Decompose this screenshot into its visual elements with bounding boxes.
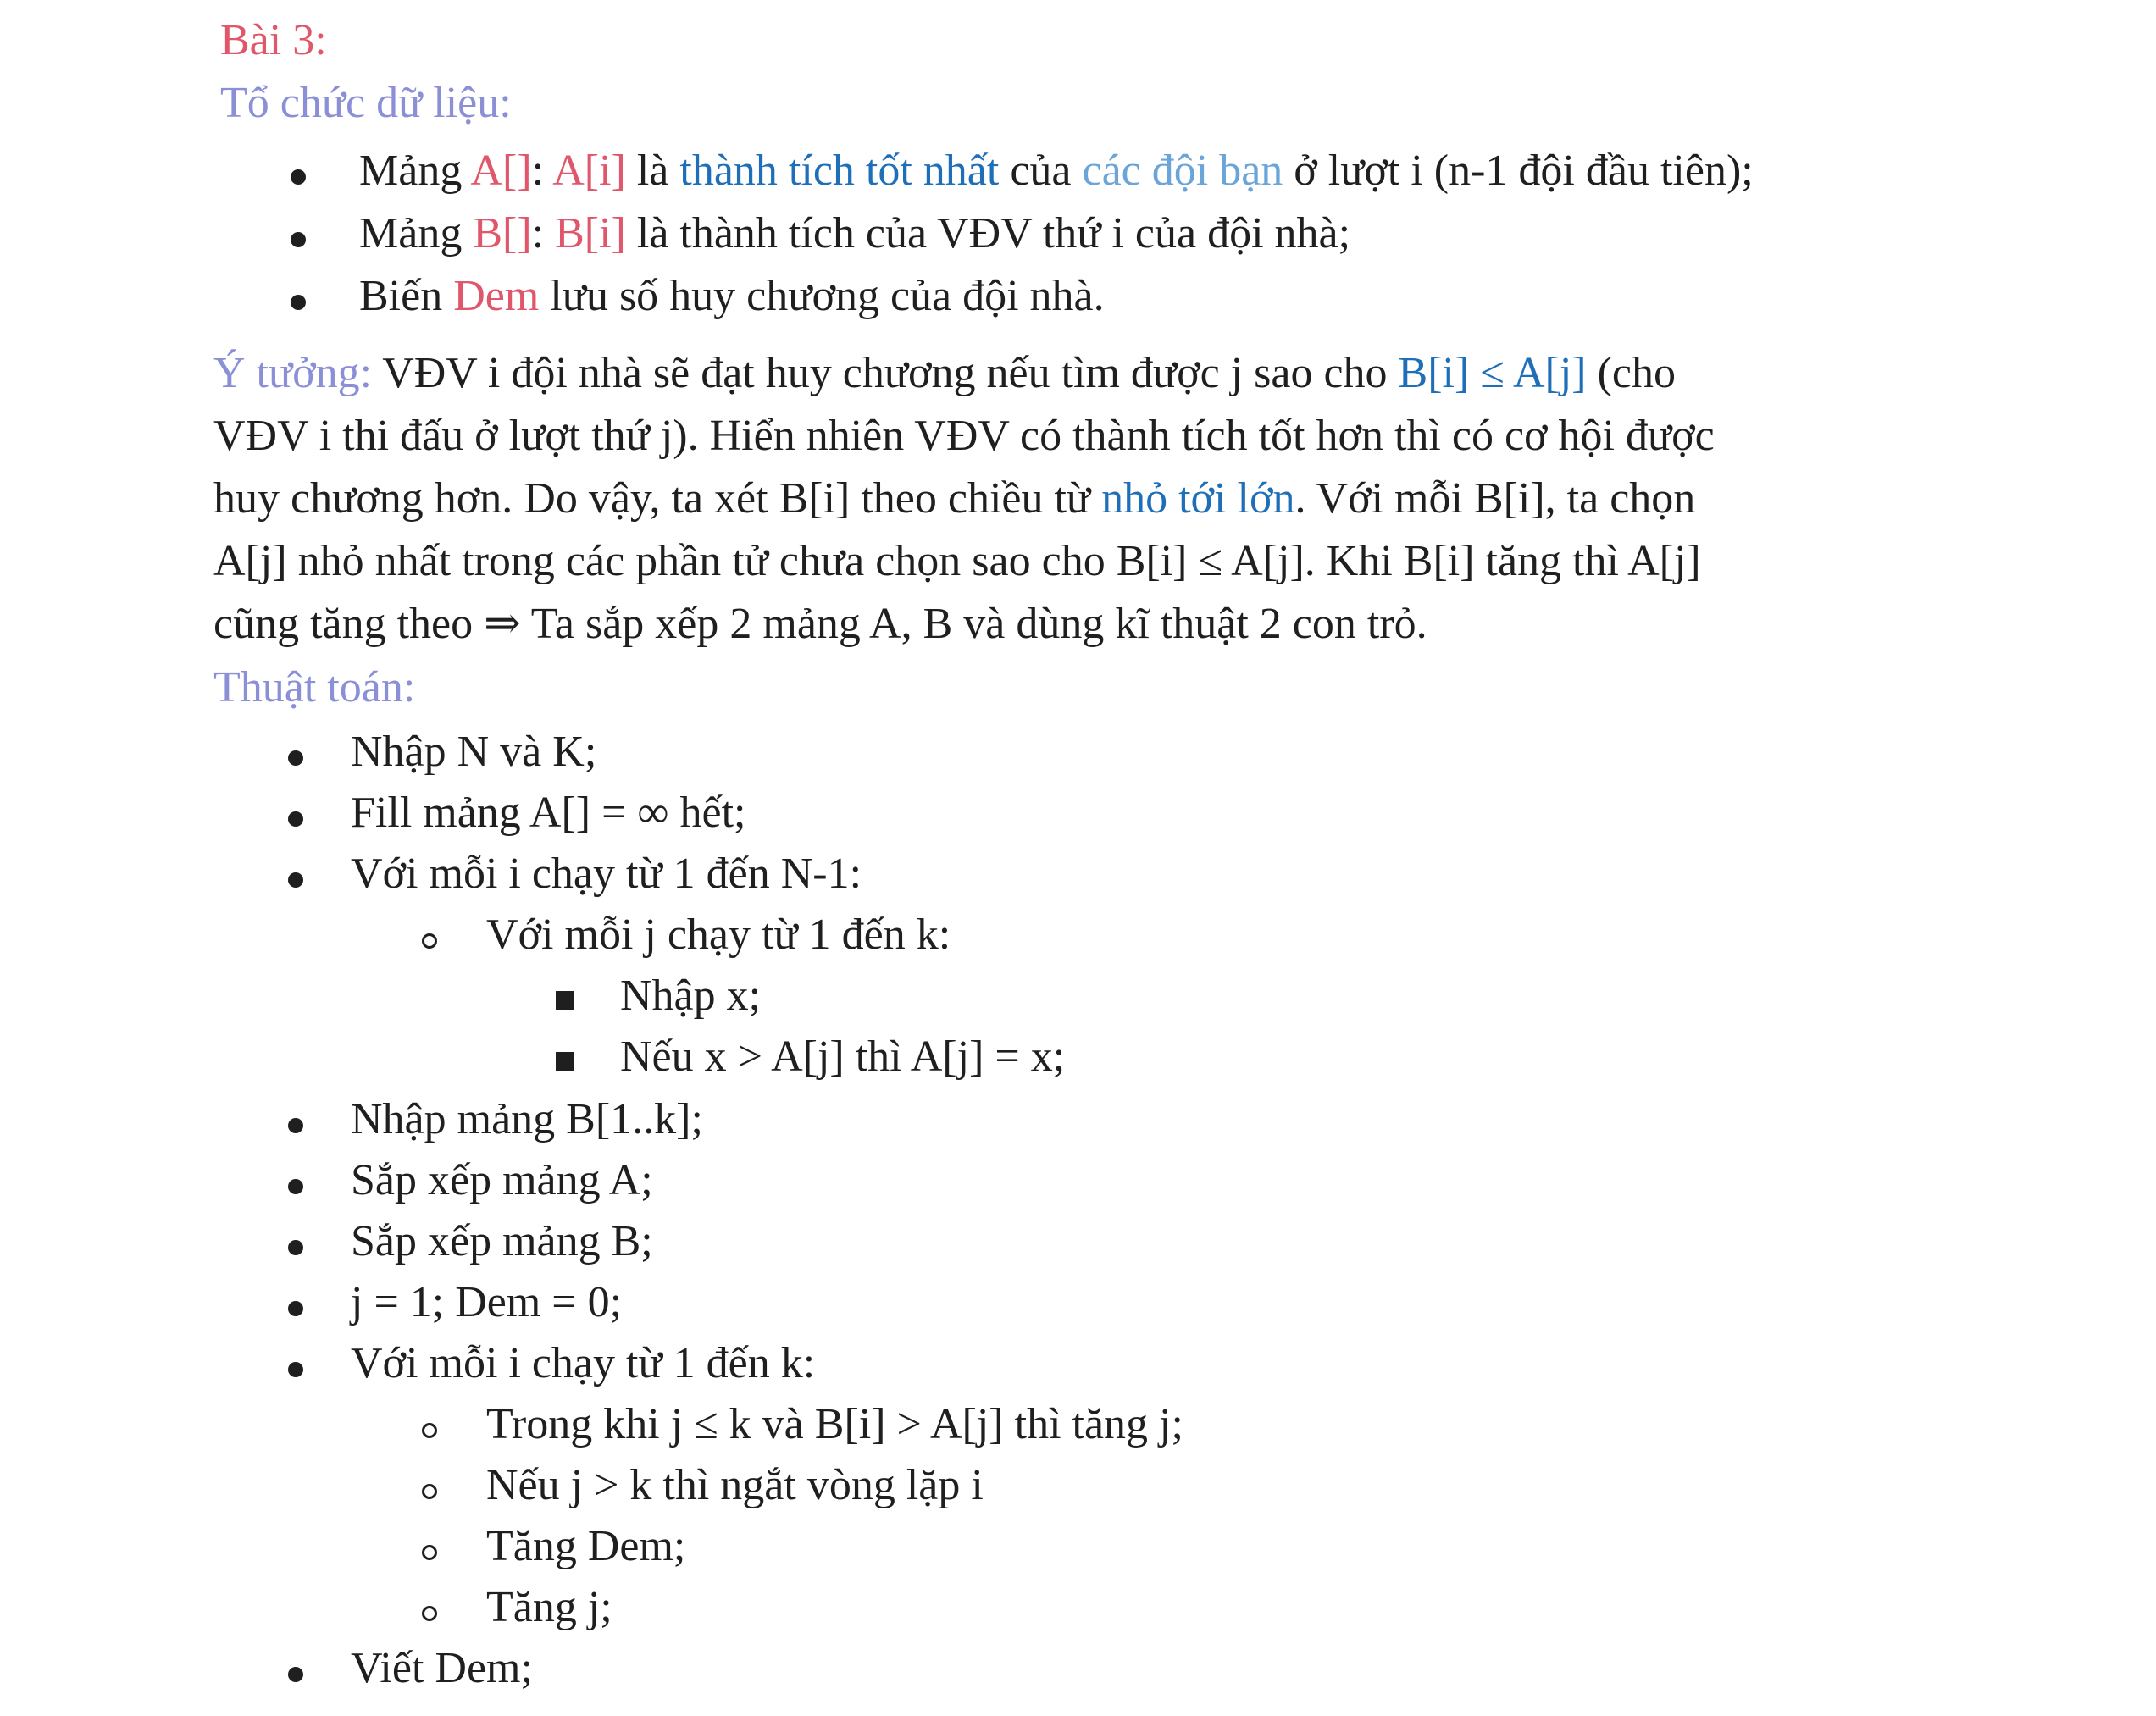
bullet-icon [288, 1643, 303, 1694]
square-bullet-icon [556, 971, 574, 1021]
algo-step: Fill mảng A[] = ∞ hết; [351, 789, 746, 837]
algo-substep: Trong khi j ≤ k và B[i] > A[j] thì tăng j; [486, 1400, 1183, 1448]
circle-bullet-icon [422, 910, 437, 960]
array-b-item: Mảng B[]: B[i] là thành tích của VĐV thứ i của đội nhà; [359, 209, 1351, 257]
dem-variable-item: Biến Dem lưu số huy chương của đội nhà. [359, 272, 1105, 320]
algo-substep: Nếu j > k thì ngắt vòng lặp i [486, 1461, 984, 1509]
array-a-item: Mảng A[]: A[i] là thành tích tốt nhất của các đội bạn ở lượt i (n-1 đội đầu tiên); [359, 147, 1754, 195]
bullet-icon [288, 1216, 303, 1267]
algo-step: Nhập N và K; [351, 728, 597, 776]
bullet-icon [288, 1155, 303, 1206]
algo-step: Sắp xếp mảng B; [351, 1217, 653, 1265]
algo-step: Với mỗi i chạy từ 1 đến k: [351, 1339, 816, 1387]
bullet-icon [288, 727, 303, 778]
bullet-icon [291, 208, 306, 259]
algo-substep: Tăng Dem; [486, 1522, 686, 1570]
bullet-icon [288, 1094, 303, 1145]
square-bullet-icon [556, 1032, 574, 1082]
algo-substep: Tăng j; [486, 1583, 612, 1631]
idea-label: Ý tưởng: [213, 349, 373, 397]
algorithm-heading: Thuật toán: [213, 663, 416, 711]
bullet-icon [288, 1338, 303, 1389]
circle-bullet-icon [422, 1399, 437, 1450]
circle-bullet-icon [422, 1521, 437, 1572]
exercise-title: Bài 3: [220, 16, 327, 64]
algo-step: Viết Dem; [351, 1644, 533, 1692]
circle-bullet-icon [422, 1460, 437, 1511]
bullet-icon [291, 146, 306, 197]
bullet-icon [291, 271, 306, 322]
algo-step: Sắp xếp mảng A; [351, 1156, 653, 1204]
algo-substep: Với mỗi j chạy từ 1 đến k: [486, 911, 951, 959]
algo-subsubstep: Nếu x > A[j] thì A[j] = x; [620, 1032, 1066, 1081]
bullet-icon [288, 1277, 303, 1328]
circle-bullet-icon [422, 1582, 437, 1633]
algo-step: Với mỗi i chạy từ 1 đến N-1: [351, 850, 862, 898]
data-organization-heading: Tổ chức dữ liệu: [220, 79, 512, 127]
idea-paragraph: Ý tưởng: VĐV i đội nhà sẽ đạt huy chương nếu tìm được j sao cho B[i] ≤ A[j] (cho VĐV i thi đấu ở lượt thứ j). Hiển nhiên VĐV có thành tích tốt hơn thì có cơ hội được huy chương hơn. Do vậy, ta xét B[i] theo chiều từ nhỏ tới lớn. Với mỗi B[i], ta chọn A[j] nhỏ nhất trong các phần tử chưa chọn sao cho B[i] ≤ A[j]. Khi B[i] tăng thì A[j] cũng tăng theo ⇒ Ta sắp xếp 2 mảng A, B và dùng kĩ thuật 2 con trỏ. [213, 349, 1715, 648]
algo-step: Nhập mảng B[1..k]; [351, 1095, 703, 1143]
bullet-icon [288, 788, 303, 839]
algo-subsubstep: Nhập x; [620, 971, 762, 1020]
algo-step: j = 1; Dem = 0; [351, 1278, 623, 1326]
bullet-icon [288, 849, 303, 900]
